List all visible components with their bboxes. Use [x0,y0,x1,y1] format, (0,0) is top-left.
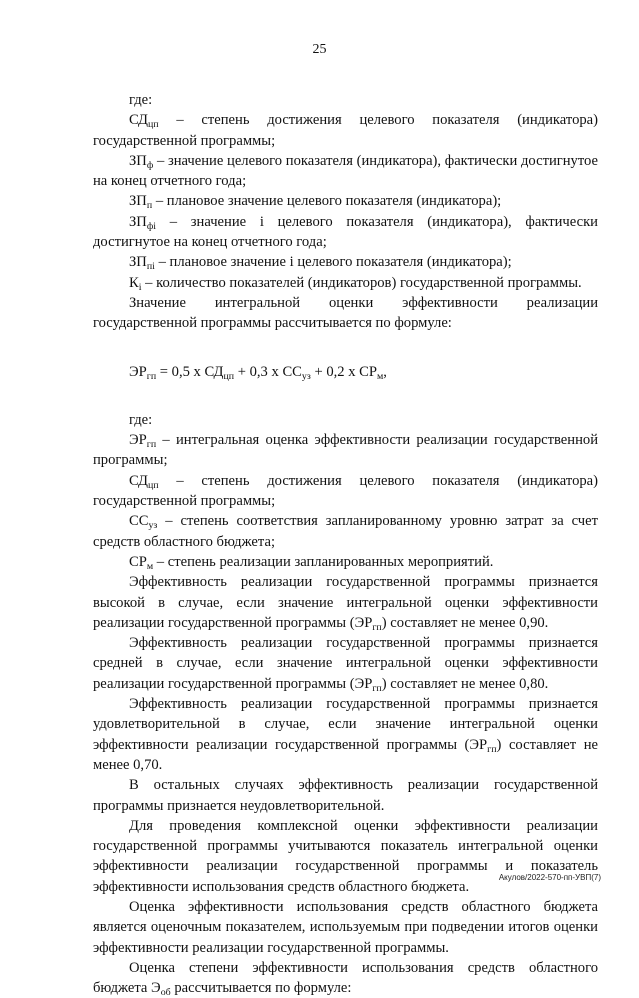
complex-evaluation: Для проведения комплексной оценки эффективности реализации государственной программы учитываются показатель интегральной оценки эффективности реализации государственной программы и показатель эффективности использования средств областного бюджета. [93,817,598,895]
definition-sd-2: $СД_{цп}$ – степень достижения целевого показателя (индикатора) государственной программы; [93,472,598,510]
definition-er: $ЭР_{гп}$ – интегральная оценка эффективности реализации государственной программы; [93,432,598,469]
page-body [93,90,598,998]
definition-zp-p: $ЗП_п$ – плановое значение целевого показателя (индикатора); [129,193,502,212]
budget-efficiency-evaluation: Оценка эффективности использования средств областного бюджета является оценочным показателем, используемым при подведении итогов оценки эффективности реализации государственной программы. [93,898,598,956]
efficiency-satisfactory: Эффективность реализации государственной программы признается удовлетворительной в случае, если значение интегральной оценки эффективности реализации государственной программы $(ЭР_{гп})$ составляет не менее 0,70. [93,696,598,773]
page-number: 25 [312,42,327,57]
definition-ss: $СС_{уз}$ – степень соответствия запланированному уровню затрат за счет средств областного бюджета; [93,513,598,550]
definition-sd: $СД_{цп}$ – степень достижения целевого показателя (индикатора) государственной программы; [93,112,598,149]
efficiency-medium: Эффективность реализации государственной программы признается средней в случае, если значение интегральной оценки эффективности реализации государственной программы $(ЭР_{гп})$ составляет не менее 0,80. [93,635,598,694]
formula-er: $ЭР_{гп} = 0,5$ х $СД_{цп} + 0,3$ х $СС_{уз} + 0,2$ х $СР_м$, [129,363,387,382]
definition-sr: $СР_м$ – степень реализации запланированных мероприятий. [129,553,494,572]
efficiency-high: Эффективность реализации государственной программы признается высокой в случае, если значение интегральной оценки эффективности реализации государственной программы $(ЭР_{гп})$ составляет не менее 0,90. [93,574,598,633]
document-footer-code: Акулов/2022-570-пп-УВП(7) [498,873,601,882]
definition-zp-f: $ЗП_ф$ – значение целевого показателя (индикатора), фактически достигнутое на конец отчетного года; [93,152,598,190]
definition-zp-pi: $ЗП_{пi}$ – плановое значение i целевого показателя (индикатора); [129,254,512,273]
where-label: где: [129,92,153,108]
definition-ki: $К_i$ – количество показателей (индикаторов) государственной программы. [129,274,582,293]
budget-efficiency-formula-intro: Оценка степени эффективности использования средств областного бюджета $Э_{об}$ рассчитывается по формуле: [93,959,598,998]
formula-intro: Значение интегральной оценки эффективности реализации государственной программы рассчитывается по формуле: [93,294,598,332]
efficiency-unsatisfactory: В остальных случаях эффективность реализации государственной программы признается неудовлетворительной. [93,777,598,814]
where-label-2: где: [129,411,153,428]
definition-zp-fi: $ЗП_{фi}$ – значение i целевого показателя (индикатора), фактически достигнутое на конец отчетного года; [93,213,598,251]
